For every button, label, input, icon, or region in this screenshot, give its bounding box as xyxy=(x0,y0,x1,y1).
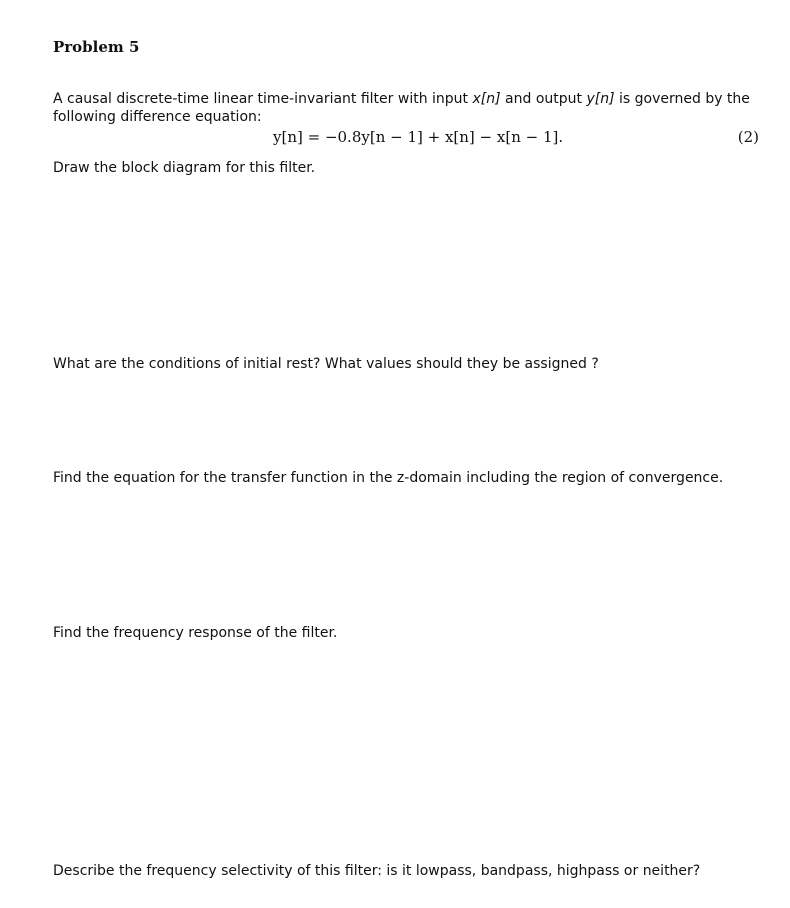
problem-heading: Problem 5 xyxy=(53,38,140,56)
question-frequency-response: Find the frequency response of the filter. xyxy=(53,625,338,641)
output-signal: y[n] xyxy=(586,91,615,107)
difference-equation-row xyxy=(53,128,763,148)
input-signal: x[n] xyxy=(472,91,501,107)
problem-intro xyxy=(53,90,765,126)
equation-number: (2) xyxy=(737,128,759,146)
question-transfer-function: Find the equation for the transfer function in the z-domain including the region of convergence. xyxy=(53,470,724,486)
question-initial-rest: What are the conditions of initial rest? What values should they be assigned ? xyxy=(53,356,599,372)
difference-equation: y[n] = −0.8y[n − 1] + x[n] − x[n − 1]. xyxy=(273,128,564,146)
intro-text-1: A causal discrete-time linear time-invariant filter with input xyxy=(53,91,473,107)
question-block-diagram: Draw the block diagram for this filter. xyxy=(53,160,316,176)
intro-text-2: and output xyxy=(500,91,587,107)
question-frequency-selectivity: Describe the frequency selectivity of this filter: is it lowpass, bandpass, highpass or neither? xyxy=(53,863,701,879)
intro-text-3: is governed by the following difference equation: xyxy=(53,91,750,125)
